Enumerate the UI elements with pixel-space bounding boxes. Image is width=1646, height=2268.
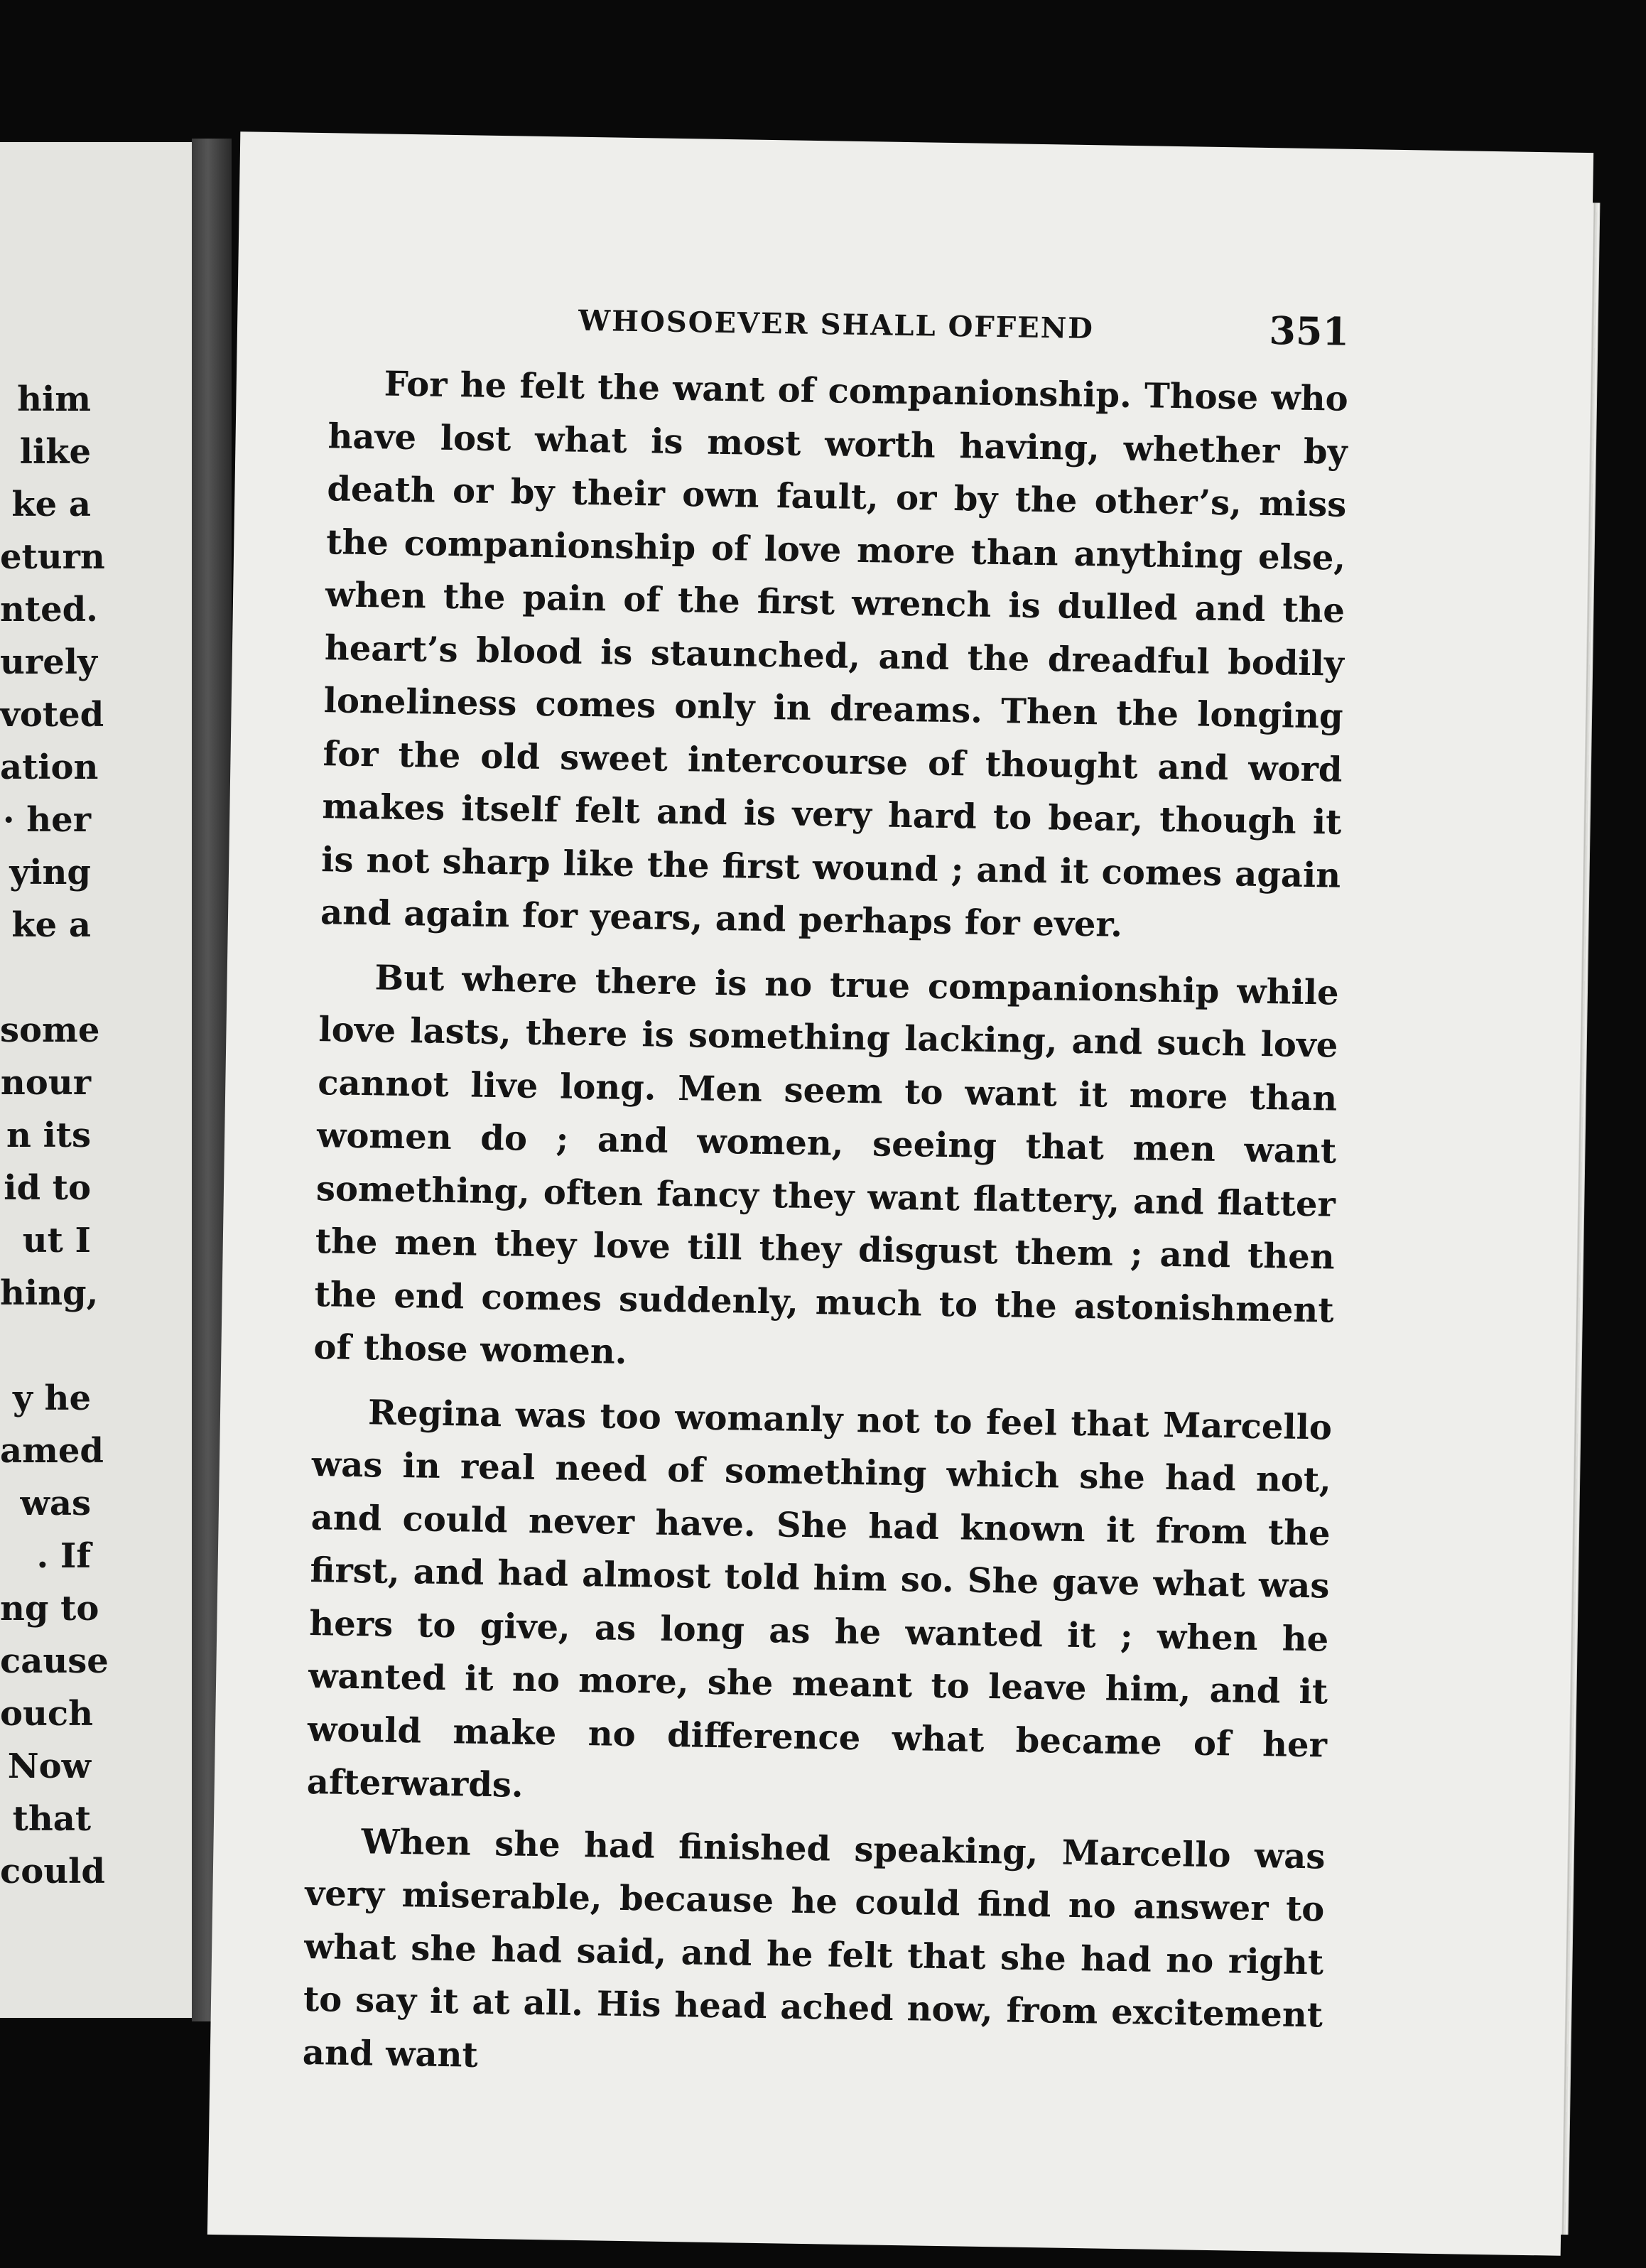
paragraph-text: For he felt the want of companionship. Those who have lost what is most worth having, whether by death or by their own fault, or by the other’s, miss the companionship of love more than anything else, when the pain of the first wrench is dulled and the heart’s blood is staunched, and the dreadful bodily loneliness comes only in dreams. Then the longing for the old sweet intercourse of thought and word makes itself felt and is very hard to bear, though it is not sharp like the first wound ; and it comes again and again for years, and perhaps for ever. [320, 364, 1349, 945]
left-line: ation [0, 747, 99, 787]
left-line: that [12, 1799, 91, 1839]
left-line: ouch [0, 1694, 94, 1734]
left-line: ke a [11, 485, 91, 524]
left-line: urely [0, 642, 97, 682]
left-line: id to [4, 1168, 91, 1208]
left-line: amed [0, 1431, 104, 1471]
paragraph-text: Regina was too womanly not to feel that Marcello was in real need of something which she had not, and could never have. She had known it from the first, and had almost told him so. She gave what was hers to give, as long as he wanted it ; when he wanted it no more, she meant to leave him, and it would make no difference what became of her afterwards. [306, 1392, 1333, 1805]
left-line: could [0, 1852, 105, 1891]
page-number: 351 [1268, 308, 1350, 355]
left-line: · her [2, 800, 91, 840]
left-page [0, 142, 199, 2018]
paragraph-1 [320, 357, 1349, 955]
left-line: some [0, 1010, 100, 1050]
paragraph-text: When she had finished speaking, Marcello was very miserable, because he could find no answer to what she had said, and he felt that she had no right to say it at all. His head ached now, from excitement and want [302, 1821, 1326, 2075]
left-line: ng to [0, 1589, 99, 1629]
left-line: eturn [0, 537, 105, 577]
left-line: cause [0, 1641, 109, 1681]
left-line: ut I [22, 1221, 91, 1260]
left-line: ke a [11, 905, 91, 945]
left-line: n its [6, 1116, 91, 1155]
left-page-text [0, 373, 109, 1898]
left-line: y he [12, 1378, 91, 1418]
left-line: ying [9, 853, 91, 892]
right-page [207, 131, 1593, 2256]
paragraph-2 [313, 951, 1339, 1390]
left-line-blank [0, 1319, 91, 1372]
page-text-block [302, 286, 1350, 2100]
left-line: hing, [0, 1273, 99, 1313]
left-line: nour [0, 1063, 91, 1103]
left-line: Now [7, 1746, 91, 1786]
left-line: like [19, 432, 91, 472]
left-line: . If [36, 1536, 91, 1576]
running-title: WHOSOEVER SHALL OFFEND [578, 303, 1095, 346]
left-line-blank [0, 951, 91, 1004]
left-line: him [17, 379, 91, 419]
paragraph-text: But where there is no true companionship while love lasts, there is something lacking, and such love cannot live long. Men seem to want it more than women do ; and women, seeing that men want something, often fancy they want flattery, and flatter the men they love till they disgust them ; and then the end comes suddenly, much to the astonishment of those women. [313, 957, 1339, 1372]
left-line: voted [0, 695, 104, 735]
paragraph-4 [302, 1814, 1326, 2095]
paragraph-3 [306, 1386, 1332, 1825]
left-line: was [20, 1484, 91, 1523]
left-line: nted. [0, 590, 98, 630]
